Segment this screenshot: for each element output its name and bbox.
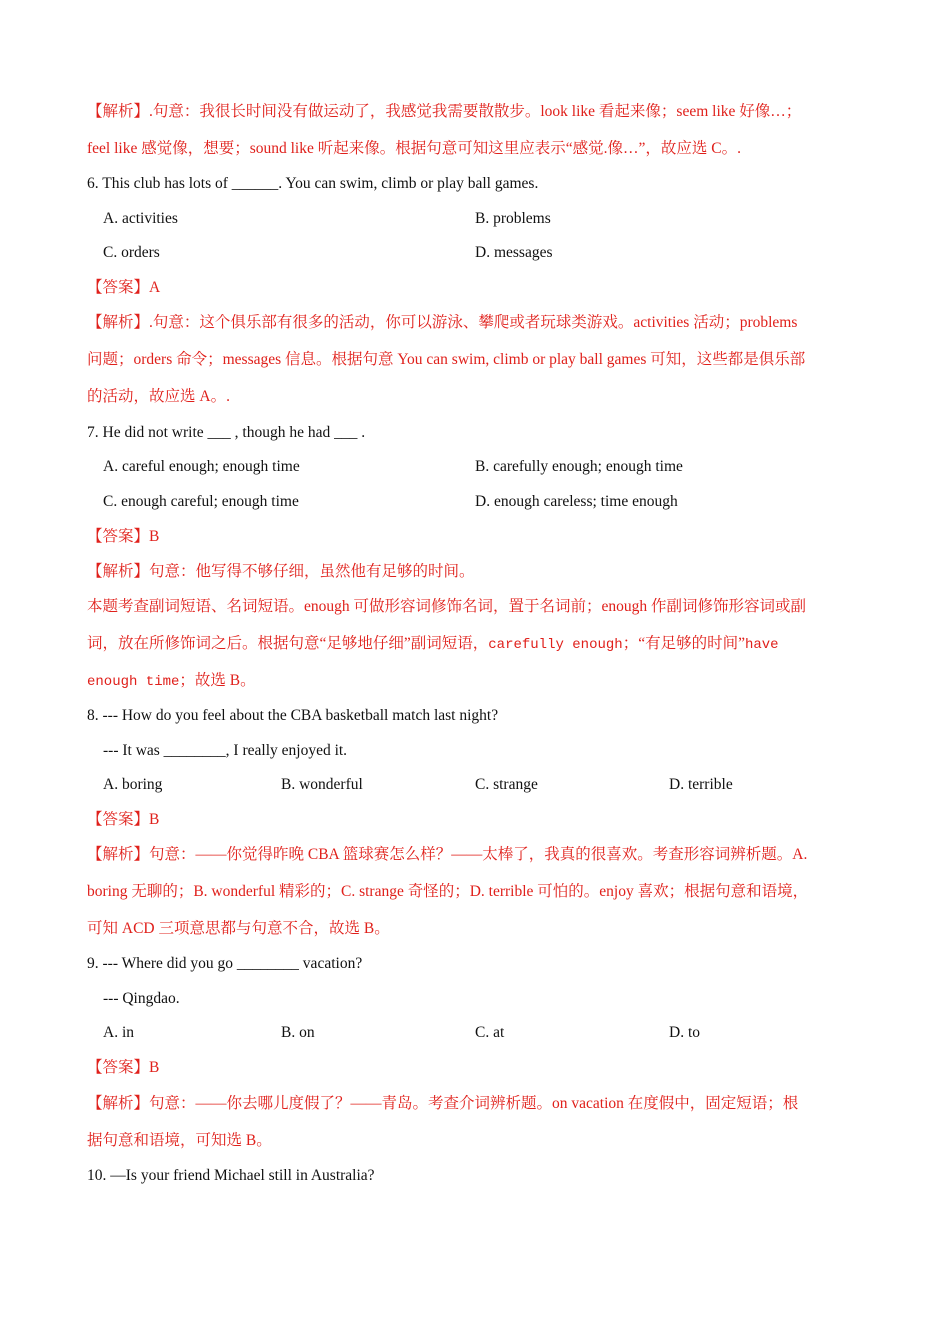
q7-exp3-text-a: 词，放在所修饰词之后。根据句意“足够地仔细”副词短语， — [87, 635, 489, 652]
q7-option-c: C. enough careful; enough time — [103, 493, 299, 510]
q7-option-a: A. careful enough; enough time — [103, 458, 300, 475]
prev-explanation-line-1: 【解析】.句意：我很长时间没有做运动了，我感觉我需要散散步。look like 看起来像；seem like 好像…； — [87, 103, 802, 120]
q6-option-a: A. activities — [103, 210, 178, 227]
q6-answer: 【答案】A — [87, 279, 161, 296]
q8-option-b: B. wonderful — [281, 776, 363, 793]
q6-explanation-line-3: 的活动，故应选 A。. — [87, 388, 230, 405]
prev-explanation-line-2: feel like 感觉像，想要；sound like 听起来像。根据句意可知这里应表示“感觉.像…”，故应选 C。. — [87, 140, 741, 157]
q9-explanation-line-2: 据句意和语境，可知选 B。 — [87, 1132, 272, 1149]
q8-explanation-line-2: boring 无聊的；B. wonderful 精彩的；C. strange 奇怪的；D. terrible 可怕的。enjoy 喜欢；根据句意和语境， — [87, 883, 809, 900]
q7-explanation-line-1: 【解析】句意：他写得不够仔细，虽然他有足够的时间。 — [87, 563, 475, 580]
q8-explanation-line-3: 可知 ACD 三项意思都与句意不合，故选 B。 — [87, 920, 390, 937]
q7-answer: 【答案】B — [87, 528, 160, 545]
q9-stem-response: --- Qingdao. — [103, 990, 180, 1007]
q7-option-b: B. carefully enough; enough time — [475, 458, 683, 475]
q7-exp4-text-b: ；故选 B。 — [179, 672, 256, 689]
q7-option-d: D. enough careless; time enough — [475, 493, 678, 510]
q6-option-d: D. messages — [475, 244, 553, 261]
q10-stem: 10. —Is your friend Michael still in Australia? — [87, 1167, 375, 1184]
q9-option-b: B. on — [281, 1024, 315, 1041]
q7-explanation-line-3 — [87, 634, 867, 655]
q7-exp4-code-enough-time: enough time — [87, 674, 180, 690]
q9-option-c: C. at — [475, 1024, 505, 1041]
q8-stem: 8. --- How do you feel about the CBA basketball match last night? — [87, 707, 499, 724]
q6-option-b: B. problems — [475, 210, 551, 227]
q9-option-d: D. to — [669, 1024, 700, 1041]
q8-answer: 【答案】B — [87, 811, 160, 828]
q6-explanation-line-1: 【解析】.句意：这个俱乐部有很多的活动，你可以游泳、攀爬或者玩球类游戏。activities 活动；problems — [87, 314, 798, 331]
q7-explanation-line-4 — [87, 671, 867, 692]
q8-stem-response: --- It was ________, I really enjoyed it. — [103, 742, 348, 759]
q8-option-a: A. boring — [103, 776, 163, 793]
q9-option-a: A. in — [103, 1024, 134, 1041]
q8-explanation-line-1: 【解析】句意：——你觉得昨晚 CBA 篮球赛怎么样？——太棒了，我真的很喜欢。考查形容词辨析题。A. — [87, 846, 808, 863]
q8-option-d: D. terrible — [669, 776, 733, 793]
q9-stem: 9. --- Where did you go ________ vacation? — [87, 955, 363, 972]
q8-option-c: C. strange — [475, 776, 538, 793]
q7-explanation-line-2: 本题考查副词短语、名词短语。enough 可做形容词修饰名词，置于名词前；enough 作副词修饰形容词或副 — [87, 598, 807, 615]
q9-answer: 【答案】B — [87, 1059, 160, 1076]
q6-stem: 6. This club has lots of ______. You can swim, climb or play ball games. — [87, 175, 539, 192]
q7-stem: 7. He did not write ___ , though he had ___ . — [87, 424, 366, 441]
q6-explanation-line-2: 问题；orders 命令；messages 信息。根据句意 You can swim, climb or play ball games 可知，这些都是俱乐部 — [87, 351, 806, 368]
q6-option-c: C. orders — [103, 244, 160, 261]
q7-exp3-code-have: have — [744, 637, 779, 653]
q7-exp3-text-c: ；“有足够的时间” — [622, 635, 745, 652]
q9-explanation-line-1: 【解析】句意：——你去哪儿度假了？——青岛。考查介词辨析题。on vacation 在度假中，固定短语；根 — [87, 1095, 799, 1112]
q7-exp3-code-carefully-enough: carefully enough — [488, 637, 623, 653]
